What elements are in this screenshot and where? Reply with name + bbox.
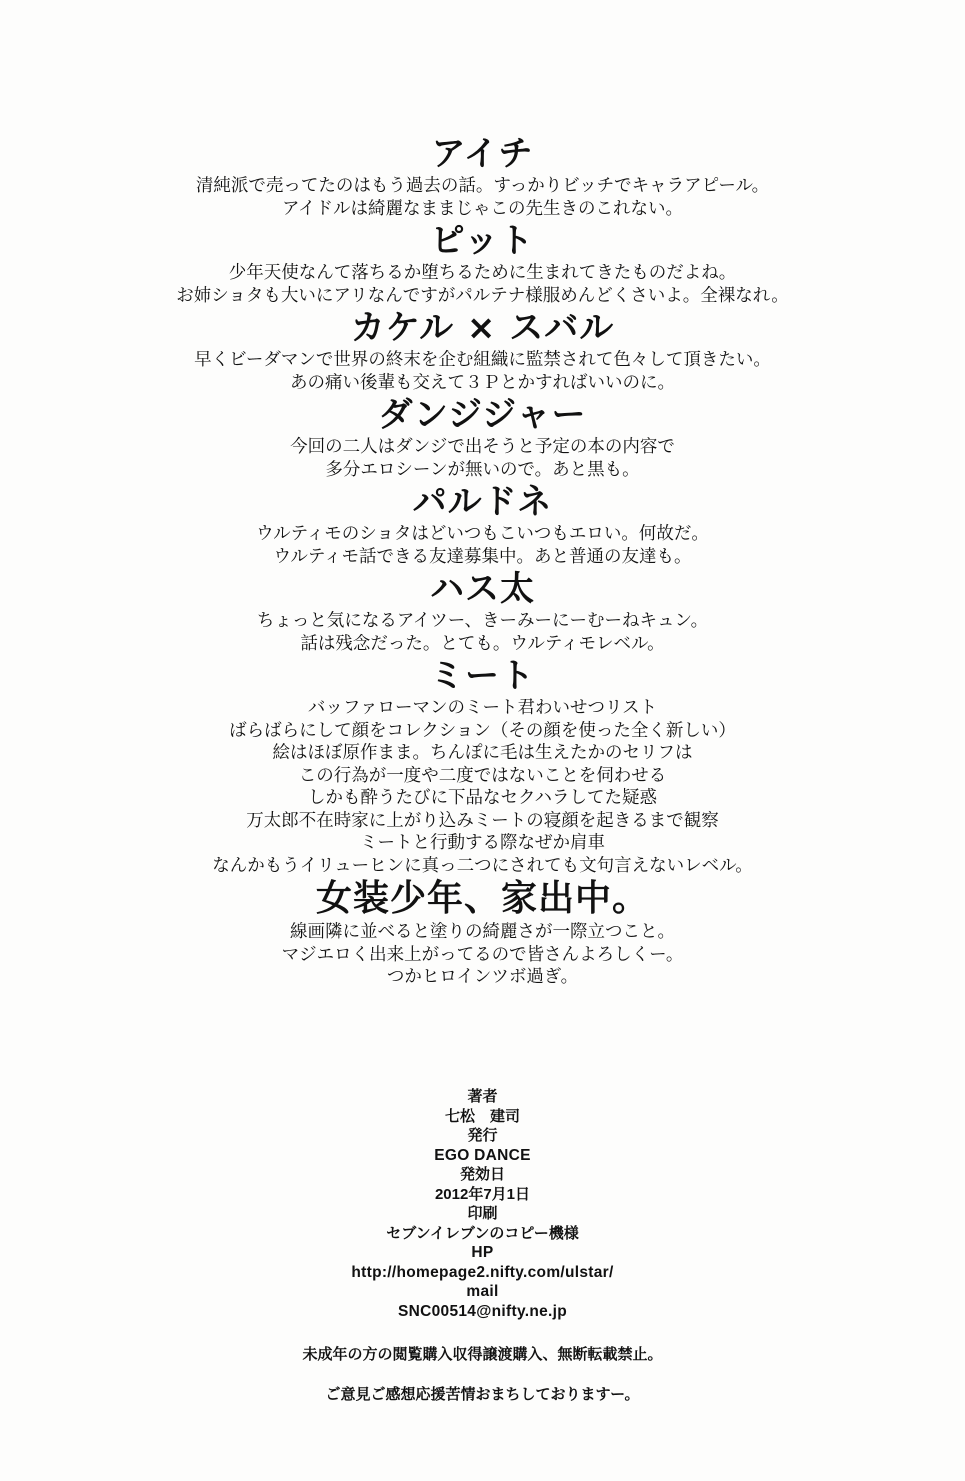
homepage-url: http://homepage2.nifty.com/ulstar/ [351, 1263, 614, 1281]
section-text: ちょっと気になるアイツー、きーみーにーむーねキュン。 [256, 611, 709, 631]
section-text: つかヒロインツボ過ぎ。 [386, 967, 579, 987]
section-text: ミートと行動する際なぜか肩車 [360, 833, 605, 853]
section-text: ばらばらにして顔をコレクション（その顔を使った全く新しい） [229, 720, 736, 741]
section-text: あの痛い後輩も交えて３Ｐとかすればいいのに。 [290, 372, 675, 393]
publisher-label: 発行 [467, 1127, 498, 1144]
prohibition-notice: 未成年の方の閲覧購入収得譲渡購入、無断転載禁止。 [302, 1346, 663, 1363]
publisher-name: EGO DANCE [434, 1146, 531, 1164]
section-heading: パルドネ [412, 482, 553, 522]
section-text: しかも酔うたびに下品なセクハラしてた疑惑 [308, 788, 657, 808]
date-label: 発効日 [459, 1166, 505, 1183]
section-meat [0, 655, 965, 877]
section-aichi [0, 133, 965, 220]
section-text: 線画隣に並べると塗りの綺麗さが一際立つこと。 [290, 922, 675, 942]
section-heading: ハス太 [430, 569, 535, 609]
section-pit [0, 220, 965, 307]
character-notes [0, 133, 965, 989]
feedback-notice: ご意見ご感想応援苦情おまちしておりますー。 [325, 1386, 640, 1403]
section-heading: カケル × スバル [350, 308, 615, 348]
section-text: ウルティモ話できる友達募集中。あと普通の友達も。 [273, 546, 692, 567]
section-heading: ダンジジャー [378, 395, 587, 435]
section-text: アイドルは綺麗なままじゃこの先生きのこれない。 [282, 198, 683, 219]
section-text: この行為が一度や二度ではないことを伺わせる [298, 765, 667, 786]
printer-name: セブンイレブンのコピー機様 [386, 1224, 579, 1242]
author-name: 七松 建司 [444, 1107, 520, 1125]
hp-label: HP [471, 1244, 494, 1261]
section-josou-shounen [0, 877, 965, 989]
section-text: 話は残念だった。とても。ウルティモレベル。 [300, 633, 665, 654]
section-heading: ミート [430, 656, 535, 696]
section-kakeru-subaru [0, 307, 965, 394]
section-text: 多分エロシーンが無いので。あと黒も。 [325, 459, 640, 480]
section-danjija [0, 394, 965, 481]
section-text: 今回の二人はダンジで出そうと予定の本の内容で [290, 437, 675, 457]
author-label: 著者 [467, 1088, 498, 1105]
section-text: 絵はほぼ原作まま。ちんぽに毛は生えたかのセリフは [272, 743, 693, 763]
section-text: マジエロく出来上がってるので皆さんよろしくー。 [281, 944, 684, 965]
section-heading: 女装少年、家出中。 [315, 878, 649, 919]
section-text: お姉ショタも大いにアリなんですがパルテナ様服めんどくさいよ。全裸なれ。 [176, 285, 789, 306]
section-pardone [0, 481, 965, 568]
section-text: 早くビーダマンで世界の終末を企む組織に監禁されて色々して頂きたい。 [194, 350, 771, 370]
section-text: 清純派で売ってたのはもう過去の話。すっかりビッチでキャラアピール。 [195, 176, 770, 196]
section-text: なんかもうイリューヒンに真っ二つにされても文句言えないレベル。 [212, 855, 753, 876]
section-heading: ピット [430, 221, 535, 261]
section-heading: アイチ [431, 134, 534, 174]
section-text: ウルティモのショタはどいつもこいつもエロい。何故だ。 [256, 524, 709, 544]
mail-address: SNC00514@nifty.ne.jp [398, 1302, 567, 1320]
section-text: 万太郎不在時家に上がり込みミートの寝顔を起きるまで観察 [246, 810, 719, 831]
print-label: 印刷 [467, 1205, 498, 1222]
publish-date: 2012年7月1日 [434, 1185, 531, 1203]
section-hasuta [0, 568, 965, 655]
mail-label: mail [466, 1283, 499, 1300]
section-text: バッファローマンのミート君わいせつリスト [307, 698, 658, 718]
section-text: 少年天使なんて落ちるか堕ちるために生まれてきたものだよね。 [228, 263, 737, 283]
colophon [0, 1087, 965, 1321]
